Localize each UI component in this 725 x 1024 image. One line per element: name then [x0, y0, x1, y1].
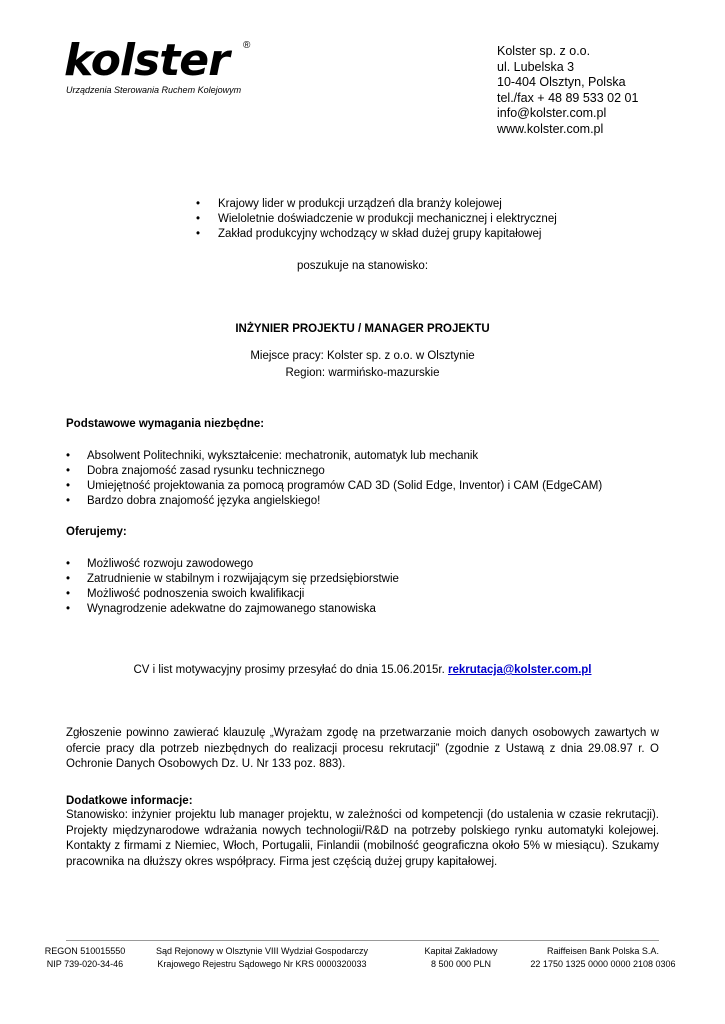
consent-clause: Zgłoszenie powinno zawierać klauzulę „Wyrażam zgodę na przetwarzanie moich danych osobowych zawartych w ofercie pracy dla potrzeb niezbędnych do realizacji procesu rekrutacji” (zgodnie z Ustawą z dnia 29.08.97 r. O Ochronie Danych Osobowych Dz. U. Nr 133 poz. 883). [66, 727, 659, 770]
list-item: • Absolwent Politechniki, wykształcenie: mechatronik, automatyk lub mechanik [66, 449, 602, 464]
logo-wordmark [62, 38, 244, 84]
position-title: INŻYNIER PROJEKTU / MANAGER PROJEKTU [235, 323, 490, 335]
footer-court [143, 945, 381, 971]
footer-bank-name: Raiffeisen Bank Polska S.A. [547, 946, 659, 956]
footer-court-line-2: Krajowego Rejestru Sądowego Nr KRS 0000320033 [157, 959, 367, 969]
list-item: • Zakład produkcyjny wchodzący w skład dużej grupy kapitałowej [196, 227, 557, 242]
list-item: • Krajowy lider w produkcji urządzeń dla branży kolejowej [196, 197, 557, 212]
registered-mark: ® [243, 40, 251, 51]
company-name: Kolster sp. z o.o. [497, 44, 591, 58]
list-item: • Możliwość podnoszenia swoich kwalifikacji [66, 587, 399, 602]
requirements-heading: Podstawowe wymagania niezbędne: [66, 418, 265, 430]
region-text: Region: warmińsko-mazurskie [285, 367, 440, 379]
footer-bank [520, 945, 686, 971]
company-phone: tel./fax + 48 89 533 02 01 [497, 90, 639, 105]
offer-heading: Oferujemy: [66, 526, 127, 538]
recruitment-email-link[interactable]: rekrutacja@kolster.com.pl [447, 664, 592, 676]
footer-regon: REGON 510015550 [44, 946, 126, 956]
application-text: CV i list motywacyjny prosimy przesyłać do dnia 15.06.2015r. [133, 664, 448, 676]
requirements-list [66, 449, 602, 509]
additional-info-text [66, 808, 659, 870]
intro-bullet-list [196, 197, 557, 242]
workplace-text: Miejsce pracy: Kolster sp. z o.o. w Olsztynie [250, 350, 475, 362]
list-item: • Umiejętność projektowania za pomocą programów CAD 3D (Solid Edge, Inventor) i CAM (EdgeCAM) [66, 479, 602, 494]
company-address [497, 44, 638, 137]
company-logo [62, 38, 262, 100]
footer-court-line-1: Sąd Rejonowy w Olsztynie VIII Wydział Gospodarczy [155, 946, 368, 956]
list-item: • Wynagrodzenie adekwatne do zajmowanego stanowiska [66, 602, 399, 617]
footer-divider [66, 940, 659, 941]
company-street: ul. Lubelska 3 [497, 59, 575, 74]
footer-capital-value: 8 500 000 PLN [430, 959, 492, 969]
logo-tagline: Urządzenia Sterowania Ruchem Kolejowym [66, 85, 242, 95]
footer-nip: NIP 739-020-34-46 [46, 959, 124, 969]
footer-capital [416, 945, 506, 971]
list-item: • Wieloletnie doświadczenie w produkcji mechanicznej i elektrycznej [196, 212, 557, 227]
list-item: • Dobra znajomość zasad rysunku technicznego [66, 464, 602, 479]
company-website[interactable]: www.kolster.com.pl [497, 121, 604, 136]
additional-info-heading: Dodatkowe informacje: [66, 795, 193, 807]
list-item: • Zatrudnienie w stabilnym i rozwijającym się przedsiębiorstwie [66, 572, 399, 587]
logo-wordmark-text: kolster [64, 38, 229, 84]
footer-capital-label: Kapitał Zakładowy [424, 946, 498, 956]
footer-bank-account: 22 1750 1325 0000 0000 2108 0306 [530, 959, 676, 969]
company-city: 10-404 Olsztyn, Polska [497, 75, 626, 89]
company-email[interactable]: info@kolster.com.pl [497, 106, 607, 120]
list-item: • Bardzo dobra znajomość języka angielskiego! [66, 494, 602, 509]
additional-info-paragraph: Stanowisko: inżynier projektu lub manager projektu, w zależności od kompetencji (do ustalenia w czasie rekrutacji). Projekty międzynarodowe wdrażania nowych technologii/R&D na potrzeby polskiego rynku automatyki kolejowej. Kontakty z firmami z Niemiec, Włoch, Portugalii, Finlandii (mobilność geograficzna około 5% w miesiącu). Szukamy pracownika na dłuższy okres współpracy. Firma jest częścią dużej grupy kapitałowej. [66, 809, 659, 868]
list-item: • Możliwość rozwoju zawodowego [66, 557, 399, 572]
seeking-text: poszukuje na stanowisko: [296, 260, 429, 272]
offer-list [66, 557, 399, 617]
footer-registration [38, 945, 132, 971]
job-location [0, 348, 725, 382]
application-instruction [0, 664, 725, 676]
